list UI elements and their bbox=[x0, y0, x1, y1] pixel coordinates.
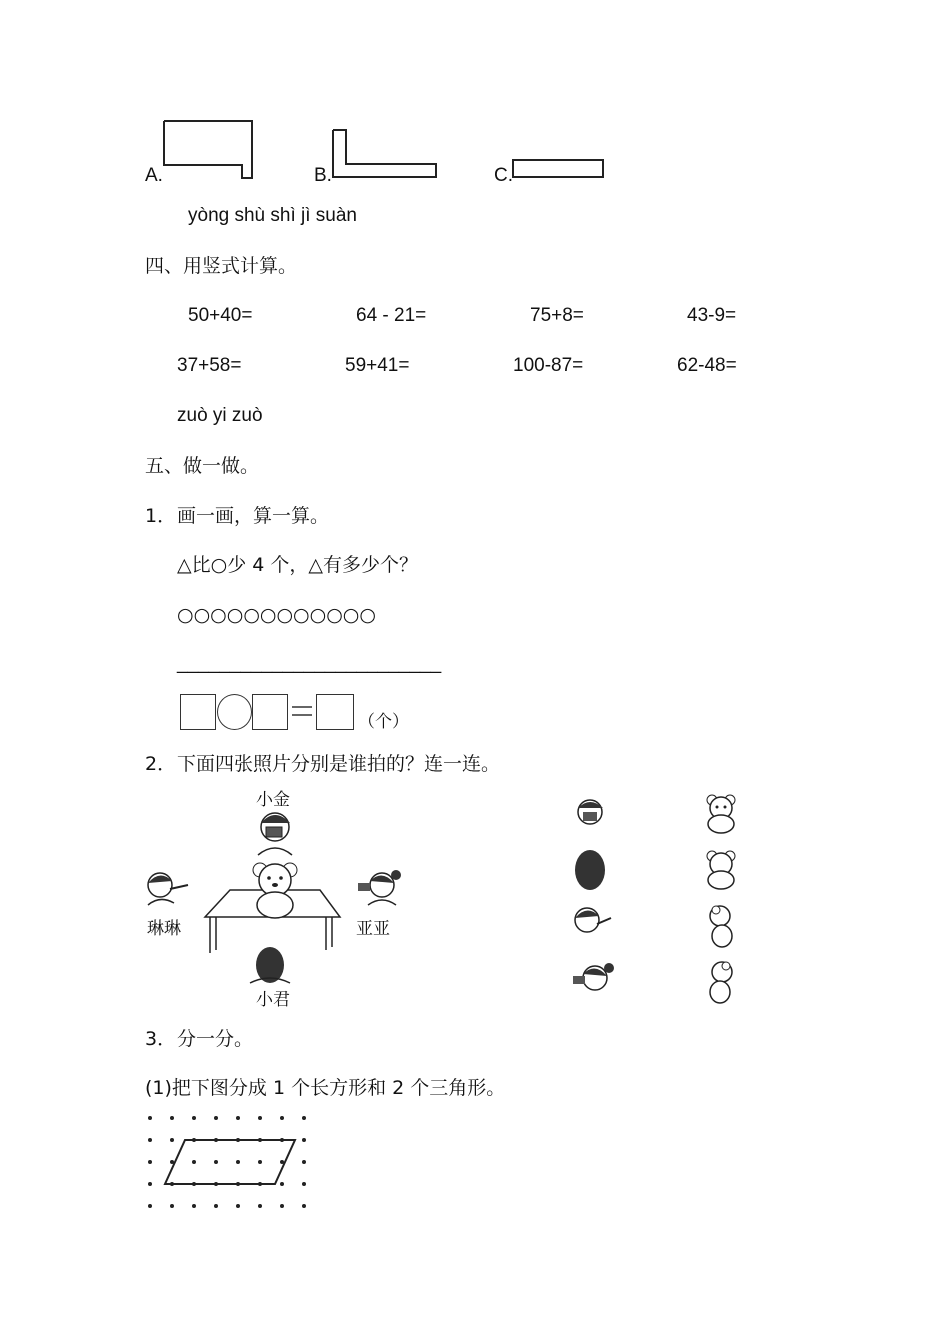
shape-c-figure bbox=[510, 158, 610, 183]
section4-pinyin: yòng shù shì jì suàn bbox=[188, 205, 357, 226]
grid-dot bbox=[148, 1182, 152, 1186]
name-left: 琳琳 bbox=[147, 919, 181, 939]
child-left-icon bbox=[148, 873, 188, 905]
grid-dot bbox=[302, 1160, 306, 1164]
grid-dot bbox=[302, 1204, 306, 1208]
name-right: 亚亚 bbox=[356, 919, 390, 939]
option-b-label: B. bbox=[314, 165, 332, 186]
calc-50-40: 50+40= bbox=[188, 305, 253, 326]
q1-number: 1． bbox=[145, 505, 177, 527]
child-right-icon bbox=[358, 870, 401, 905]
answer-box-1[interactable] bbox=[180, 694, 216, 730]
dot-grid-parallelogram[interactable] bbox=[142, 1112, 322, 1212]
calc-64-21: 64 - 21= bbox=[356, 305, 427, 326]
q2-number: 2． bbox=[145, 753, 177, 775]
calc-100-87: 100-87= bbox=[513, 355, 584, 376]
grid-dot bbox=[302, 1116, 306, 1120]
bear-side-right-icon bbox=[710, 906, 732, 947]
section5-pinyin: zuò yi zuò bbox=[177, 405, 263, 426]
q3-title: 分一分。 bbox=[177, 1028, 254, 1050]
answer-box-2[interactable] bbox=[252, 694, 288, 730]
option-c-label: C. bbox=[494, 165, 513, 186]
calc-62-48: 62-48= bbox=[677, 355, 737, 376]
grid-dot bbox=[170, 1116, 174, 1120]
grid-dot bbox=[192, 1160, 196, 1164]
grid-dot bbox=[170, 1204, 174, 1208]
grid-dot bbox=[258, 1204, 262, 1208]
shape-b-figure bbox=[330, 128, 445, 183]
grid-dot bbox=[302, 1138, 306, 1142]
grid-dot bbox=[214, 1160, 218, 1164]
name-bottom: 小君 bbox=[256, 990, 290, 1010]
grid-dot bbox=[258, 1116, 262, 1120]
grid-dot bbox=[280, 1182, 284, 1186]
grid-dot bbox=[214, 1116, 218, 1120]
grid-dot bbox=[148, 1138, 152, 1142]
grid-dot bbox=[192, 1204, 196, 1208]
calc-59-41: 59+41= bbox=[345, 355, 410, 376]
child-bottom-icon bbox=[250, 947, 290, 983]
calc-43-9: 43-9= bbox=[687, 305, 737, 326]
q2-title: 下面四张照片分别是谁拍的？连一连。 bbox=[177, 753, 501, 775]
photographer-children-column bbox=[565, 792, 625, 1012]
grid-dot bbox=[258, 1160, 262, 1164]
grid-dot bbox=[236, 1204, 240, 1208]
q1-circles-row: ○○○○○○○○○○○○ bbox=[177, 604, 376, 626]
calc-37-58: 37+58= bbox=[177, 355, 242, 376]
bear-side-left-icon bbox=[710, 962, 732, 1003]
photographer-3-icon bbox=[575, 908, 611, 932]
operator-circle[interactable] bbox=[217, 694, 252, 730]
grid-dot bbox=[148, 1204, 152, 1208]
q3-sub1: (1)把下图分成 1 个长方形和 2 个三角形。 bbox=[145, 1077, 506, 1099]
q1-title: 画一画，算一算。 bbox=[177, 505, 330, 527]
q1-unit: （个） bbox=[358, 712, 409, 732]
calc-75-8: 75+8= bbox=[530, 305, 584, 326]
section4-title: 四、用竖式计算。 bbox=[145, 255, 298, 277]
grid-dot bbox=[170, 1138, 174, 1142]
bear-photos-column bbox=[700, 792, 750, 1012]
photographer-2-icon bbox=[575, 850, 605, 890]
grid-dot bbox=[302, 1182, 306, 1186]
grid-dot bbox=[148, 1116, 152, 1120]
section5-title: 五、做一做。 bbox=[145, 455, 260, 477]
q1-answer-line[interactable]: _________________________ bbox=[177, 653, 442, 674]
parallelogram-shape bbox=[165, 1140, 295, 1184]
grid-dot bbox=[280, 1204, 284, 1208]
bear-front-icon bbox=[707, 795, 735, 833]
child-top-icon bbox=[258, 813, 292, 855]
grid-dot bbox=[236, 1160, 240, 1164]
shape-a-figure bbox=[160, 118, 260, 183]
q3-number: 3． bbox=[145, 1028, 177, 1050]
option-a-label: A. bbox=[145, 165, 163, 186]
photographer-1-icon bbox=[578, 800, 603, 824]
q1-prompt: △比○少 4 个，△有多少个？ bbox=[177, 554, 418, 576]
equals-sign bbox=[290, 694, 314, 728]
bear-back-icon bbox=[707, 851, 735, 889]
grid-dot bbox=[148, 1160, 152, 1164]
grid-dot bbox=[236, 1116, 240, 1120]
grid-dot bbox=[280, 1116, 284, 1120]
grid-dot bbox=[192, 1116, 196, 1120]
table-scene-illustration bbox=[140, 805, 400, 1005]
grid-dot bbox=[214, 1204, 218, 1208]
photographer-4-icon bbox=[573, 963, 614, 990]
name-top: 小金 bbox=[256, 790, 290, 810]
answer-box-result[interactable] bbox=[316, 694, 354, 730]
